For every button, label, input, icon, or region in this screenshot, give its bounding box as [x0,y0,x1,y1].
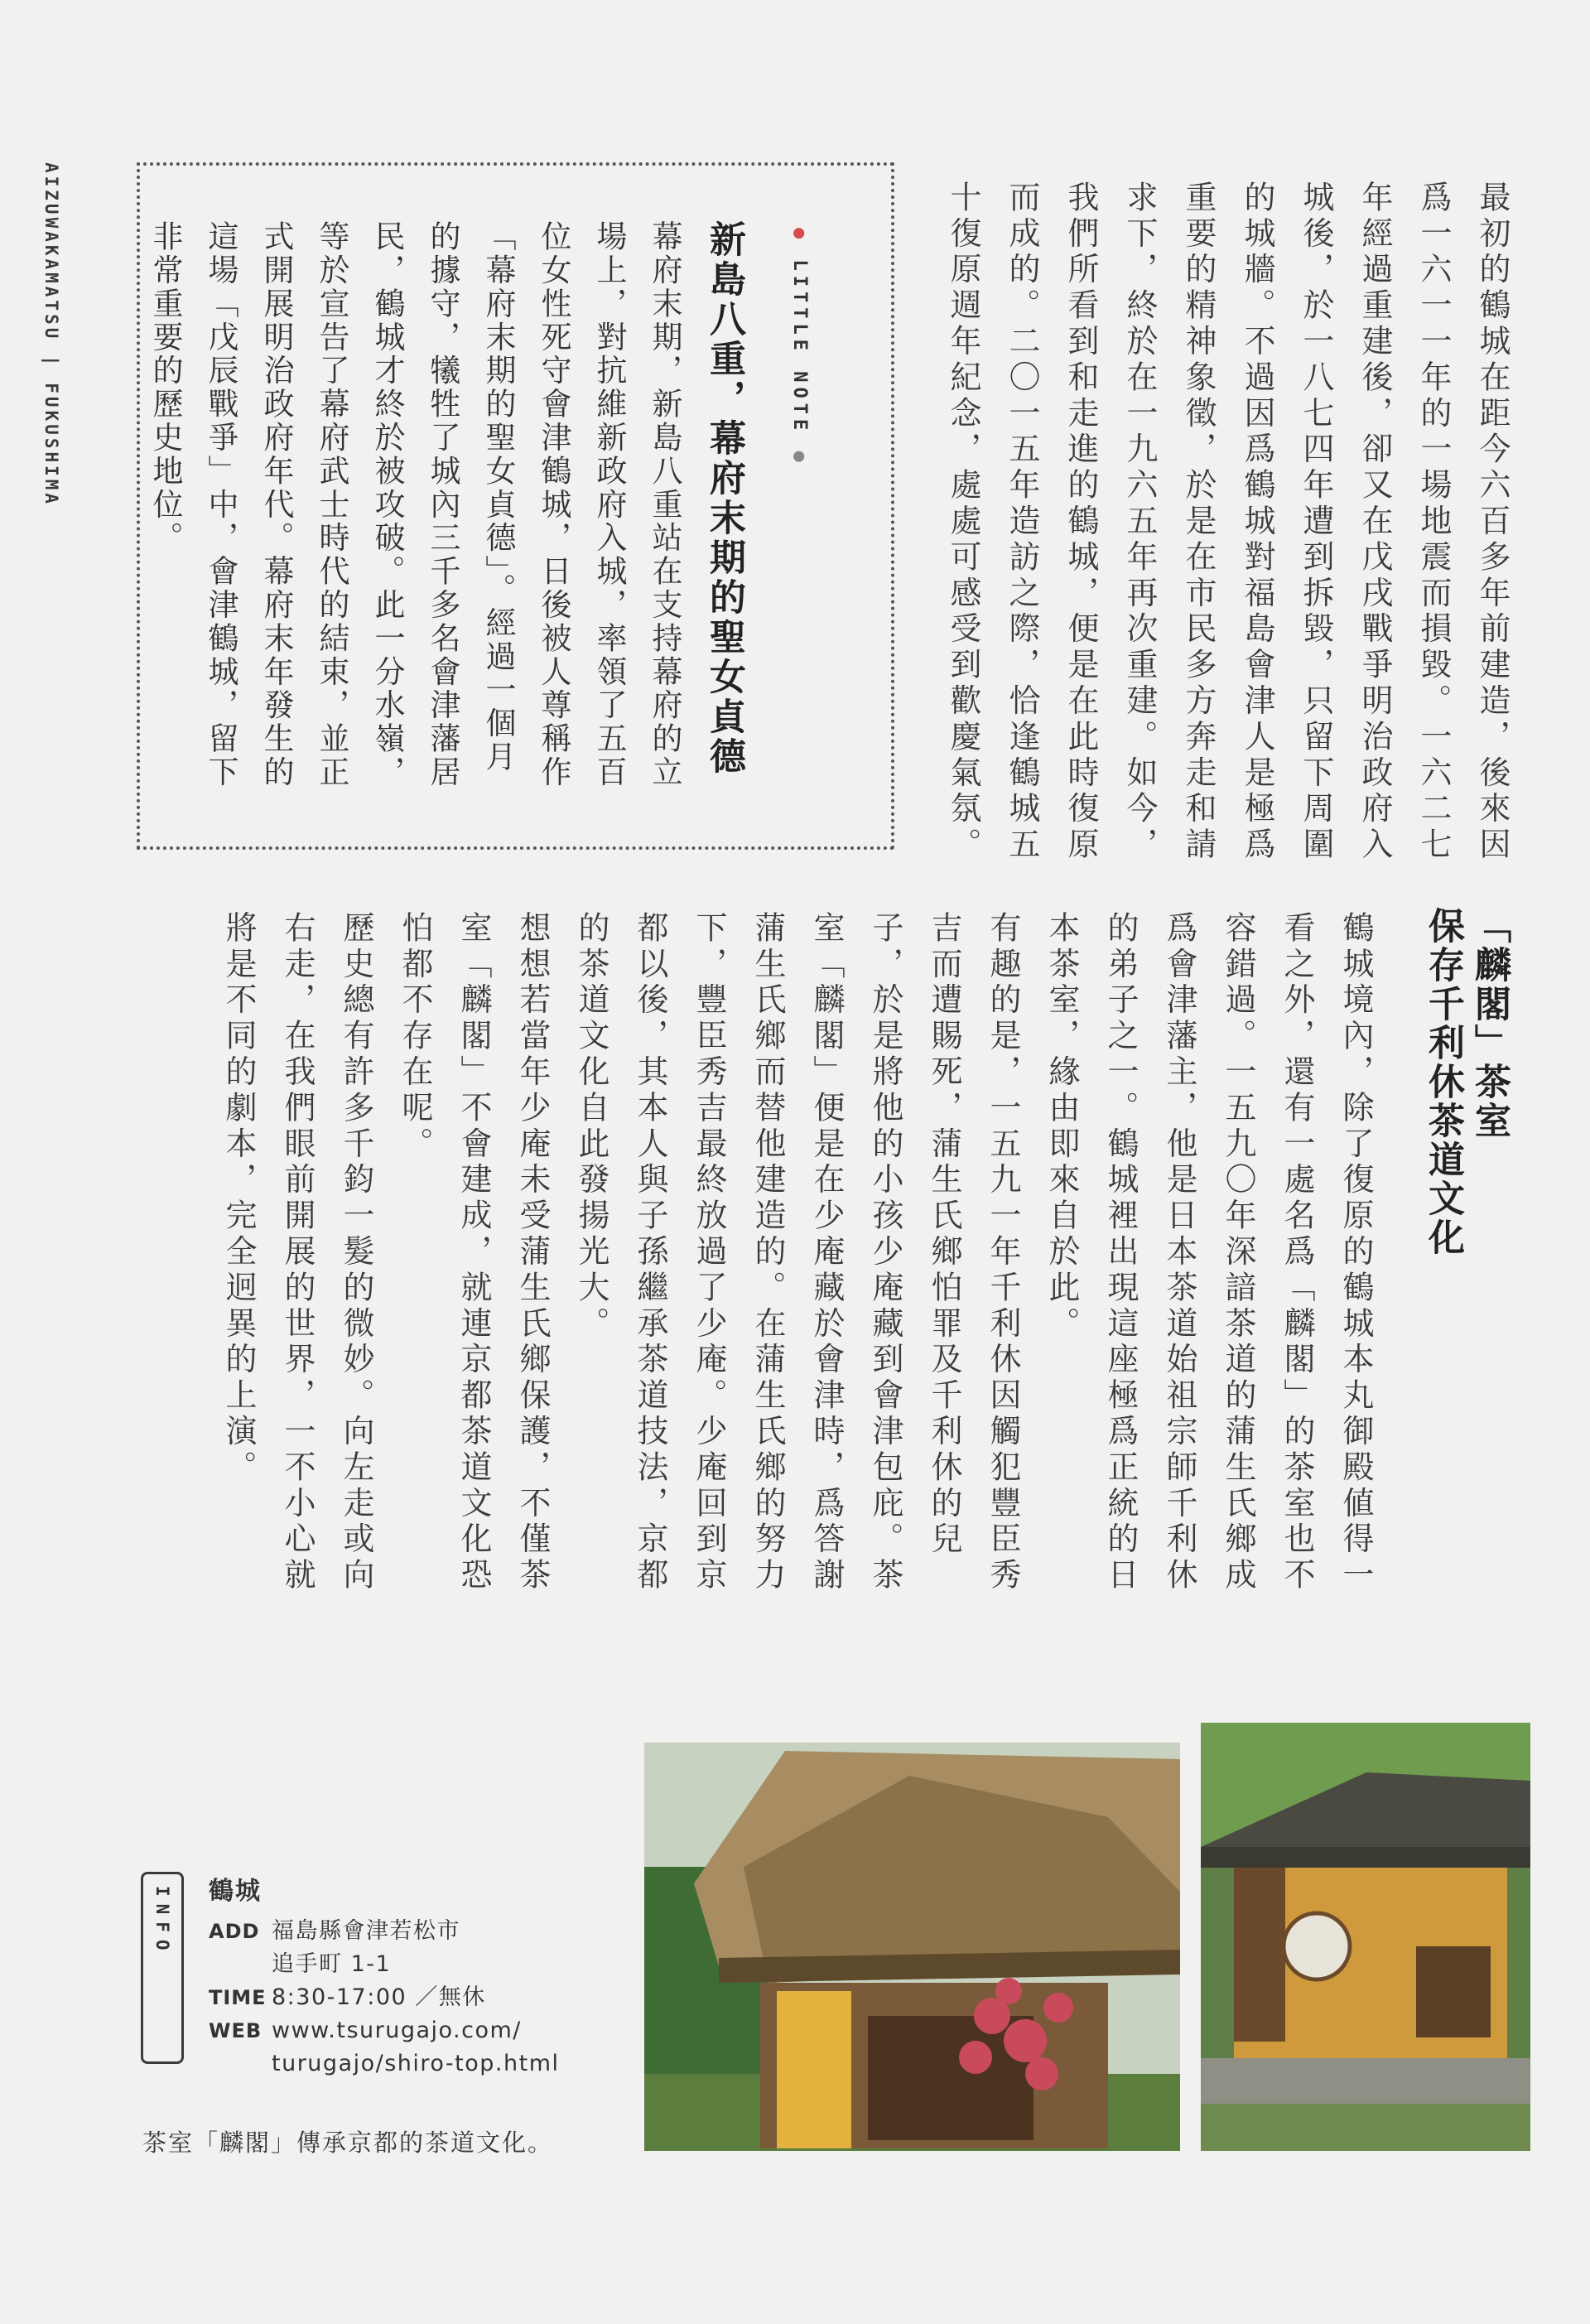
gray-dot-icon: ● [789,451,810,467]
section2-paragraph-3: 想想若當年少庵未受蒲生氏鄉保護，不僅茶室「麟閣」不會建成，就連京都茶道文化恐怕都不存在呢。 [397,911,551,1594]
info-address-line-1: 福島縣會津若松市 [272,1918,460,1944]
info-place-name: 鶴城 [209,1877,262,1906]
section2-paragraph-2: 有趣的是，一五九一年千利休因觸犯豐臣秀吉而遭賜死，蒲生氏鄉怕罪及千利休的兒子，於是將他的小孩少庵藏到會津包庇。茶室「麟閣」便是在少庵藏於會津時，爲答謝蒲生氏鄉而替他建造的。在蒲生氏鄉的努力下，豐臣秀吉最終放過了少庵。少庵回到京都以後，其本人與子孫繼承茶道技法，京都的茶道文化自此發揚光大。 [573,911,1021,1594]
photo-caption: 茶室「麟閣」傳承京都的茶道文化。 [142,2129,554,2157]
little-note-label: ● LITTLE NOTE ● [789,228,810,467]
note-title: 新島八重，幕府末期的聖女貞德 [703,220,745,777]
info-time-key: TIME [209,1986,267,2009]
info-time-row [209,1981,623,2014]
section-heading-line-1: 「麟閣」茶室 [1468,907,1510,1140]
info-web-key: WEB [209,2019,263,2042]
section-heading [1419,907,1512,1338]
red-dot-icon: ● [789,228,810,244]
intro-paragraph: 最初的鶴城在距今六百多年前建造，後來因爲一六一一年的一場地震而損毀。一六二七年經過重建後，卻又在戊戌戰爭明治政府入城後，於一八七四年遭到拆毀，只留下周圍的城牆。不過因爲鶴城對福島會津人是極爲重要的精神象徵，於是在市民多方奔走和請求下，終於在一九六五年再次重建。如今，我們所看到和走進的鶴城，便是在此時復原而成的。二〇一五年造訪之際，恰逢鶴城五十復原週年紀念，處處可感受到歡慶氣氛。 [945,181,1510,864]
info-web-link-line-2[interactable]: turugajo/shiro-top.html [272,2051,560,2076]
info-time-value: 8:30-17:00 ／無休 [272,1984,486,2010]
info-address-line-2: 追手町 1-1 [272,1951,392,1977]
section2-paragraph-4: 歷史總有許多千鈞一髮的微妙。向左走或向右走，在我們眼前開展的世界，一不小心就將是不同的劇本，完全迥異的上演。 [220,911,374,1594]
section2-body [209,911,1385,1607]
info-tag: INFO [141,1872,184,2064]
spine-label: AIZUWAKAMATSU | FUKUSHIMA [41,162,61,508]
info-address-key: ADD [209,1920,260,1943]
info-web-row [209,2014,623,2081]
thatched-tea-house-photo [644,1743,1180,2151]
info-web-link-line-1[interactable]: www.tsurugajo.com/ [272,2018,522,2043]
section-heading-line-2: 保存千利休茶道文化 [1422,907,1464,1257]
info-address-row [209,1915,623,1981]
info-block [209,1870,623,2081]
note-body: 幕府末期，新島八重站在支持幕府的立場上，對抗維新政府入城，率領了五百位女性死守會津鶴城，日後被人尊稱作「幕府末期的聖女貞德」。經過一個月的據守，犧牲了城內三千多名會津藩居民，鶴城才終於被攻破。此一分水嶺，等於宣告了幕府武士時代的結束，並正式開展明治政府年代。幕府末年發生的這場「戊辰戰爭」中，會津鶴城，留下非常重要的歷史地位。 [147,220,682,789]
section2-paragraph-1: 鶴城境內，除了復原的鶴城本丸御殿値得一看之外，還有一處名爲「麟閣」的茶室也不容錯過。一五九〇年深諳茶道的蒲生氏鄉成爲會津藩主，他是日本茶道始祖宗師千利休的弟子之一。鶴城裡出現這座極爲正統的日本茶室，緣由即來自於此。 [1043,911,1374,1594]
little-note-box [137,162,894,850]
tea-room-round-window-photo [1201,1723,1530,2151]
